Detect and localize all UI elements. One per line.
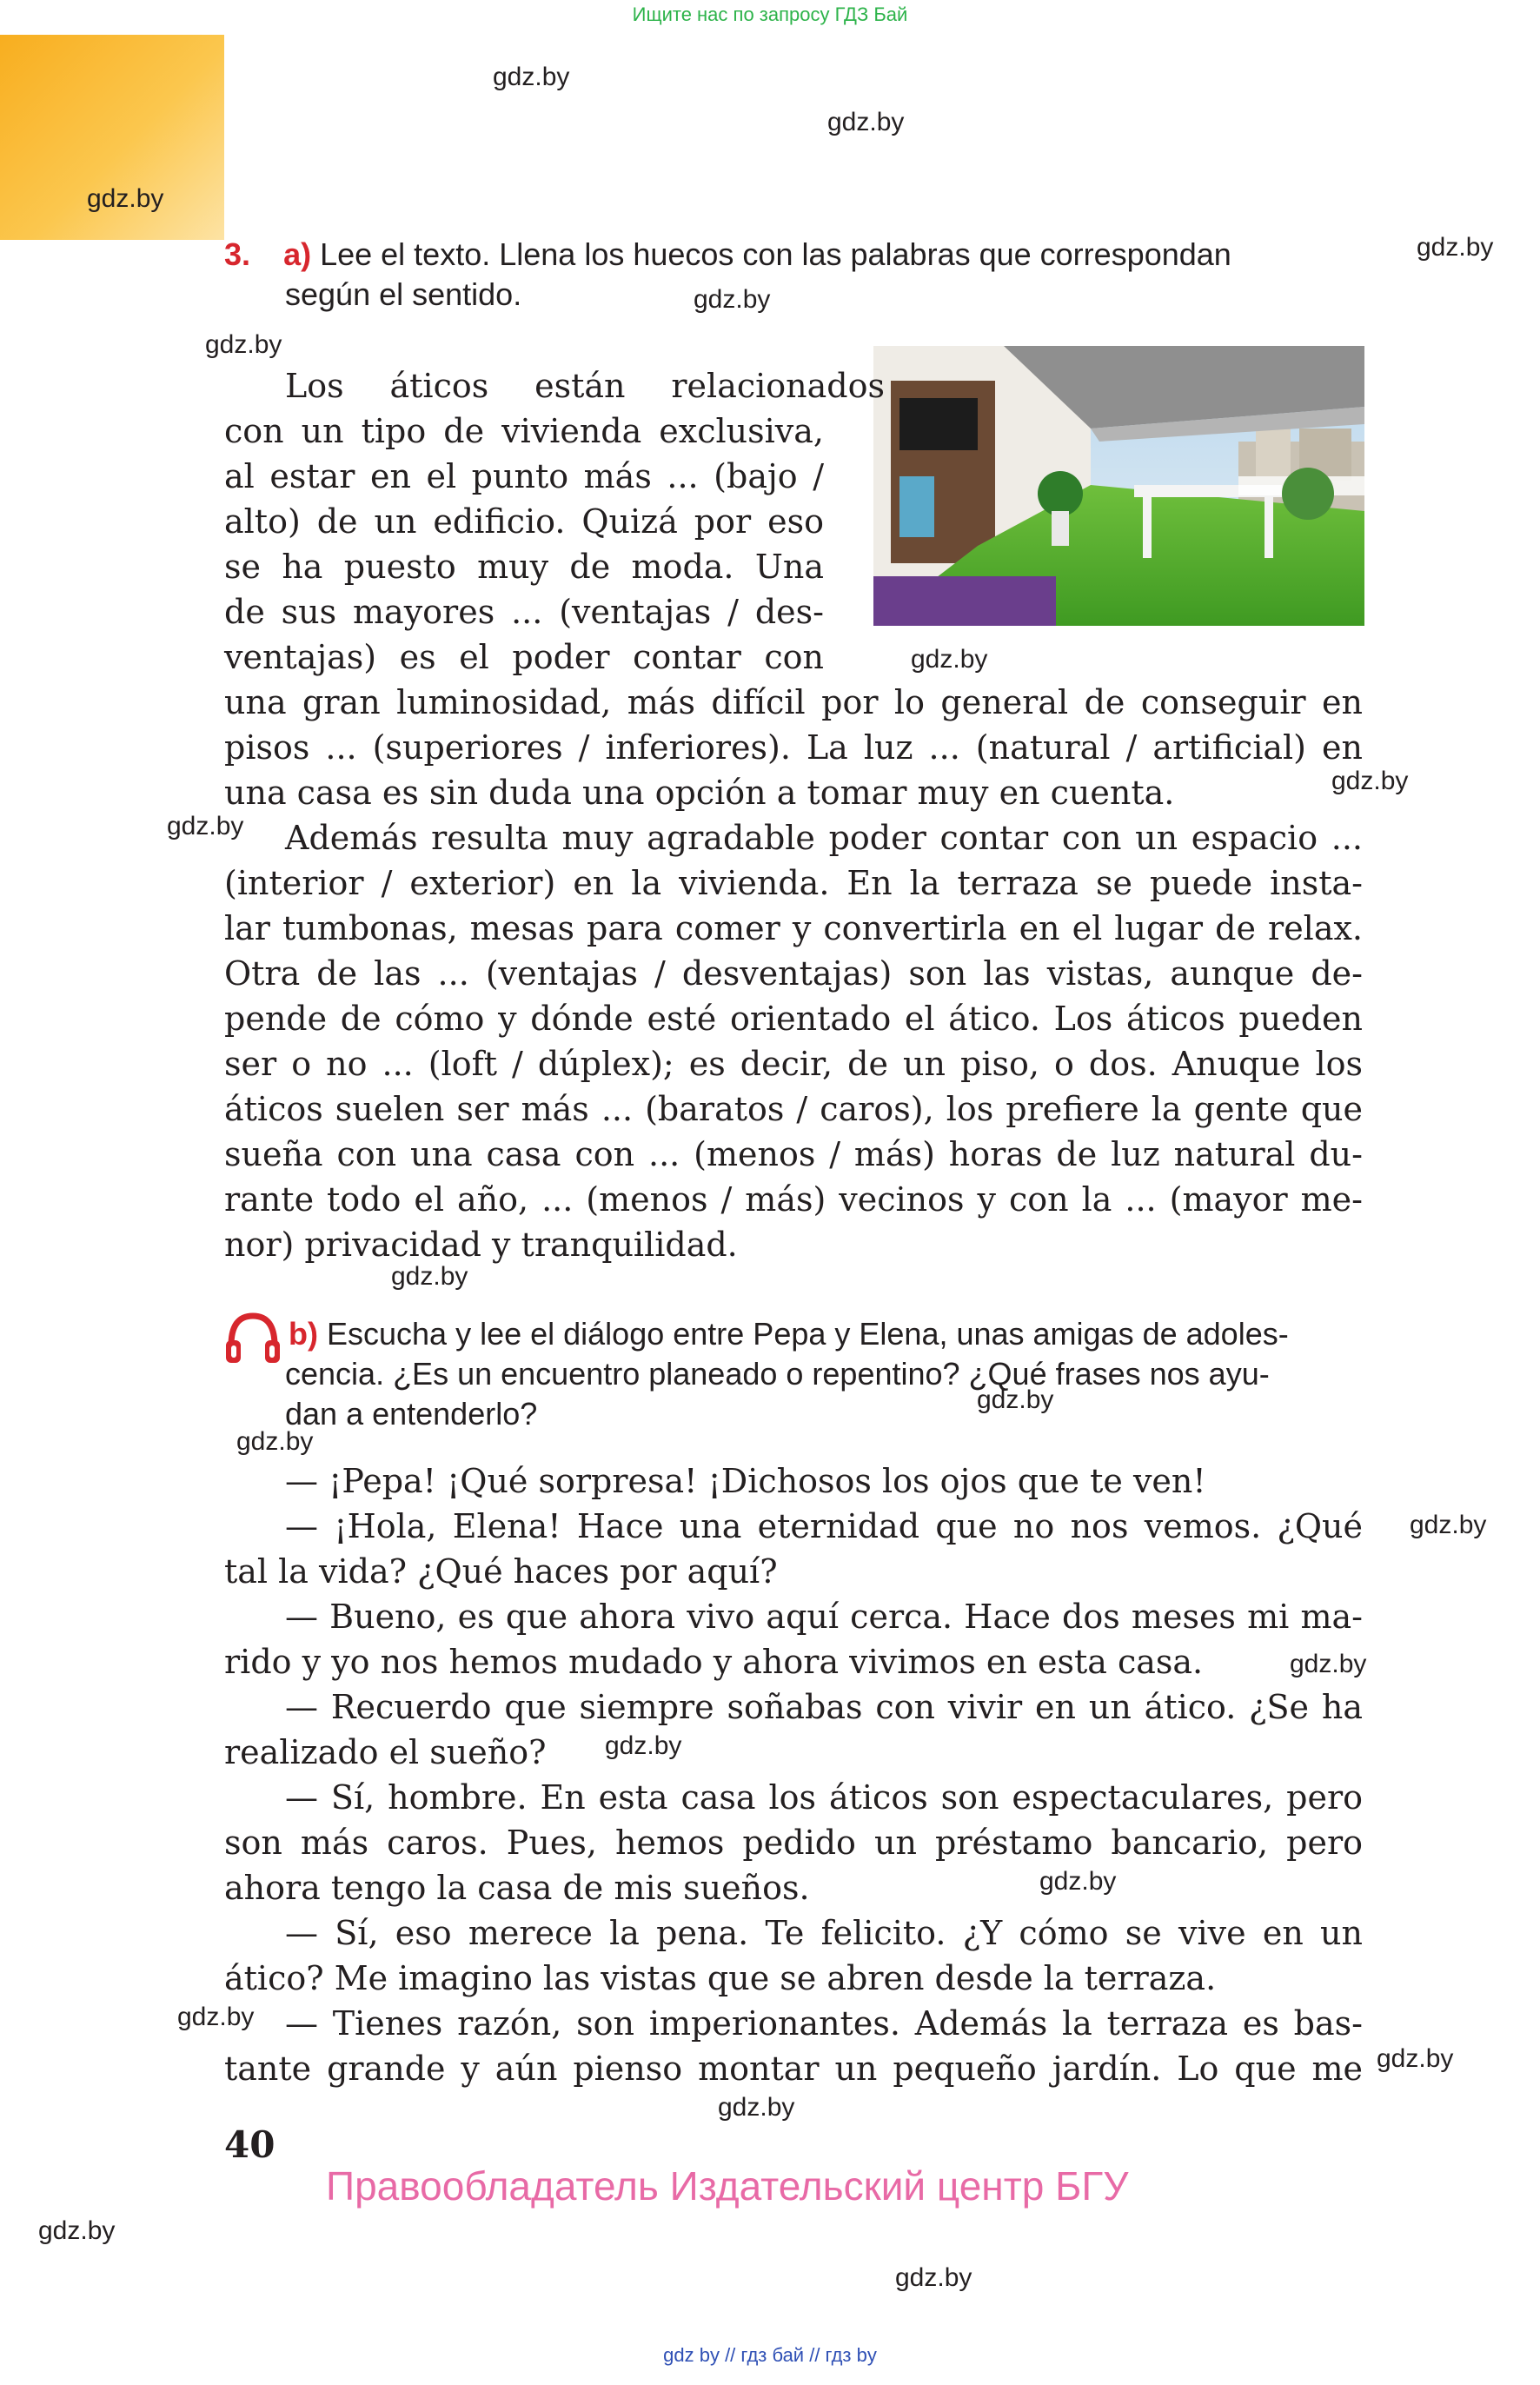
text-line: áticos suelen ser más ... (baratos / caros), los prefiere la gente que: [224, 1090, 1363, 1128]
dialogue-line: tante grande y aún pienso montar un pequeño jardín. Lo que me: [224, 2050, 1363, 2088]
watermark: gdz.by: [827, 108, 905, 136]
watermark: gdz.by: [391, 1262, 468, 1291]
text-line: con un tipo de vivienda exclusiva,: [224, 412, 824, 450]
task-number: 3.: [224, 236, 251, 272]
task-b-instruction-cont: dan a entenderlo?: [285, 1396, 538, 1432]
text-line: lar tumbonas, mesas para comer y convertirla en el lugar de relax.: [224, 909, 1363, 947]
terrace-photo: [873, 346, 1364, 626]
watermark: gdz.by: [977, 1385, 1054, 1414]
dialogue-line: — ¡Hola, Elena! Hace una eternidad que no nos vemos. ¿Qué: [285, 1507, 1363, 1545]
dialogue-line: — ¡Pepa! ¡Qué sorpresa! ¡Dichosos los ojos que te ven!: [285, 1462, 1206, 1500]
dialogue-line: — Tienes razón, son imperionantes. Además la terraza es bas-: [285, 2004, 1363, 2043]
watermark: gdz.by: [38, 2216, 116, 2245]
text-line: Además resulta muy agradable poder contar con un espacio ...: [285, 819, 1363, 857]
dialogue-line: rido y yo nos hemos mudado y ahora vivimos en esta casa.: [224, 1643, 1204, 1681]
task-b-instruction-text: Escucha y lee el diálogo entre Pepa y Elena, unas amigas de adoles-: [327, 1316, 1289, 1352]
text-line: al estar en el punto más ... (bajo /: [224, 457, 824, 495]
task-b-label: b): [289, 1316, 318, 1352]
watermark: gdz.by: [895, 2263, 972, 2292]
top-search-link[interactable]: Ищите нас по запросу ГДЗ Бай: [632, 3, 908, 25]
dialogue-line: tal la vida? ¿Qué haces por aquí?: [224, 1552, 778, 1591]
text-line: pisos ... (superiores / inferiores). La luz ... (natural / artificial) en: [224, 728, 1363, 767]
text-line: alto) de un edificio. Quizá por eso: [224, 502, 824, 541]
watermark: gdz.by: [1331, 767, 1409, 795]
task-a-instruction: Lee el texto. Llena los huecos con las palabras que correspondan: [320, 236, 1231, 272]
text-line: Los áticos están relacionados: [285, 367, 885, 405]
text-line: ser o no ... (loft / dúplex); es decir, de un piso, o dos. Anuque los: [224, 1045, 1363, 1083]
text-line: de sus mayores ... (ventajas / des-: [224, 593, 824, 631]
copyright-holder: Правообладатель Издательский центр БГУ: [326, 2163, 1129, 2209]
text-line: una gran luminosidad, más difícil por lo general de conseguir en: [224, 683, 1363, 721]
dialogue-line: — Recuerdo que siempre soñabas con vivir en un ático. ¿Se ha: [285, 1688, 1363, 1726]
watermark: gdz.by: [493, 63, 570, 91]
text-line: se ha puesto muy de moda. Una: [224, 548, 824, 586]
dialogue-line: realizado el sueño?: [224, 1733, 547, 1771]
text-line: sueña con una casa con ... (menos / más) horas de luz natural du-: [224, 1135, 1363, 1173]
dialogue-line: — Sí, eso merece la pena. Te felicito. ¿Y cómo se vive en un: [285, 1914, 1363, 1952]
text-line: una casa es sin duda una opción a tomar muy en cuenta.: [224, 774, 1175, 812]
dialogue-line: — Bueno, es que ahora vivo aquí cerca. Hace dos meses mi ma-: [285, 1598, 1363, 1636]
watermark: gdz.by: [167, 812, 244, 840]
task-a-instruction-cont: según el sentido.: [285, 276, 522, 312]
task-header: [224, 236, 1231, 273]
text-line: rante todo el año, ... (menos / más) vecinos y con la ... (mayor me-: [224, 1180, 1363, 1219]
watermark: gdz.by: [718, 2093, 795, 2122]
watermark: gdz.by: [1290, 1650, 1367, 1678]
bottom-links[interactable]: gdz by // гдз бай // гдз by: [663, 2344, 877, 2366]
headphones-icon[interactable]: [224, 1311, 282, 1365]
text-line: Otra de las ... (ventajas / desventajas) son las vistas, aunque de-: [224, 954, 1363, 993]
dialogue-line: — Sí, hombre. En esta casa los áticos son espectaculares, pero: [285, 1778, 1363, 1817]
watermark: gdz.by: [1410, 1511, 1487, 1539]
watermark: gdz.by: [1039, 1867, 1117, 1896]
task-b-instruction: [289, 1316, 1289, 1352]
text-line: ventajas) es el poder contar con: [224, 638, 824, 676]
text-line: (interior / exterior) en la vivienda. En la terraza se puede insta-: [224, 864, 1363, 902]
dialogue-line: ahora tengo la casa de mis sueños.: [224, 1869, 810, 1907]
watermark: gdz.by: [694, 285, 771, 314]
text-line: nor) privacidad y tranquilidad.: [224, 1226, 738, 1264]
task-b-instruction-cont: cencia. ¿Es un encuentro planeado o repentino? ¿Qué frases nos ayu-: [285, 1356, 1270, 1392]
watermark: gdz.by: [205, 330, 282, 359]
dialogue-line: son más caros. Pues, hemos pedido un préstamo bancario, pero: [224, 1824, 1363, 1862]
watermark: gdz.by: [236, 1427, 314, 1456]
watermark: gdz.by: [177, 2003, 255, 2031]
task-a-label: a): [283, 236, 312, 272]
dialogue-line: ático? Me imagino las vistas que se abren desde la terraza.: [224, 1959, 1217, 1997]
watermark: gdz.by: [87, 184, 164, 213]
text-line: pende de cómo y dónde esté orientado el ático. Los áticos pueden: [224, 1000, 1363, 1038]
watermark: gdz.by: [605, 1731, 682, 1760]
watermark: gdz.by: [1377, 2044, 1454, 2073]
watermark: gdz.by: [1417, 233, 1494, 262]
page-number: 40: [224, 2123, 275, 2166]
watermark: gdz.by: [911, 645, 988, 674]
